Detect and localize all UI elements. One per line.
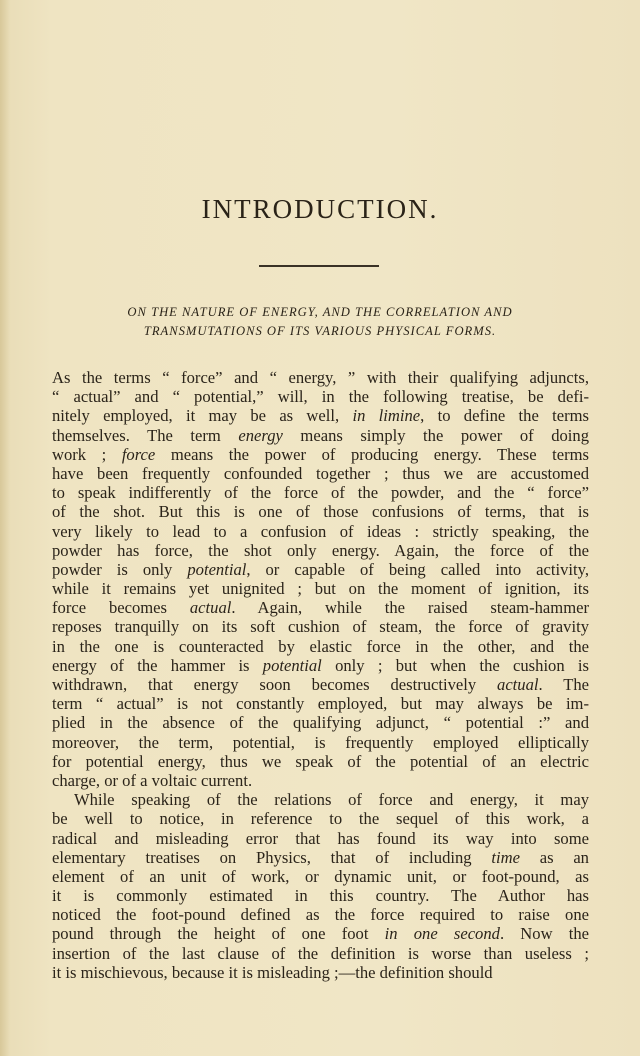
text-line: [52, 387, 589, 406]
text-line: [52, 560, 589, 579]
page-edge-shadow: [0, 0, 10, 1056]
text-run: plied in the absence of the qualifying adjunct, “ potential :” and: [52, 713, 589, 733]
text-line: [52, 426, 589, 445]
italic-term: potential: [262, 655, 322, 675]
text-run: “ actual” and “ potential,” will, in the following treatise, be defi-: [52, 387, 589, 407]
paragraph-2: [52, 790, 589, 982]
text-line: [52, 541, 589, 560]
text-line: [52, 886, 589, 905]
italic-term: in one second: [384, 924, 500, 944]
text-line: [52, 713, 589, 732]
text-run: be well to notice, in reference to the sequel of this work, a: [52, 809, 589, 829]
text-run: element of an unit of work, or dynamic unit, or foot-pound, as: [52, 866, 589, 886]
heading-rule: [259, 265, 379, 267]
text-run: elementary treatises on Physics, that of including: [52, 847, 492, 867]
text-run: moreover, the term, potential, is frequently employed elliptically: [52, 732, 589, 752]
subtitle-line: ON THE NATURE OF ENERGY, AND THE CORRELATION AND: [127, 305, 513, 319]
text-line: [52, 675, 589, 694]
text-line: [52, 944, 589, 963]
text-run: radical and misleading error that has found its way into some: [52, 828, 589, 848]
text-run: means simply the power of doing: [282, 425, 589, 445]
text-line: [52, 771, 589, 790]
italic-term: actual: [189, 598, 232, 618]
text-line: [52, 579, 589, 598]
italic-term: in limine: [352, 406, 421, 426]
text-line: [52, 464, 589, 483]
text-line: [52, 829, 589, 848]
text-line: [52, 368, 589, 387]
text-run: very likely to lead to a confusion of ideas : strictly speaking, the: [52, 521, 589, 541]
text-run: it is mischievous, because it is misleading ;—the definition should: [52, 962, 493, 982]
text-line: [52, 406, 589, 425]
text-run: to speak indifferently of the force of the powder, and the “ force”: [52, 483, 589, 503]
italic-term: potential: [187, 559, 247, 579]
text-run: energy of the hammer is: [52, 655, 263, 675]
text-run: While speaking of the relations of force and energy, it may: [74, 790, 589, 810]
text-run: . The: [538, 675, 589, 694]
text-run: . Now the: [499, 924, 589, 944]
text-run: , to define the terms: [420, 406, 589, 426]
text-line: [52, 522, 589, 541]
text-run: while it remains yet unignited ; but on the moment of ignition, its: [52, 579, 589, 599]
subtitle-line: TRANSMUTATIONS OF ITS VARIOUS PHYSICAL FORMS.: [143, 324, 497, 338]
text-run: themselves. The term: [52, 425, 239, 445]
text-run: powder has force, the shot only energy. Again, the force of the: [52, 540, 589, 560]
text-run: , or capable of being called into activity,: [246, 559, 589, 579]
text-line: [52, 694, 589, 713]
text-run: work ;: [52, 444, 122, 464]
text-run: it is commonly estimated in this country. The Author has: [52, 886, 589, 906]
text-run: reposes tranquilly on its soft cushion of steam, the force of gravity: [52, 617, 589, 637]
text-line: [52, 790, 589, 809]
section-subtitle: [40, 303, 600, 341]
text-run: for potential energy, thus we speak of the potential of an electric: [52, 751, 589, 771]
text-run: powder is only: [52, 559, 188, 579]
text-run: charge, or of a voltaic current.: [52, 770, 253, 790]
text-run: insertion of the last clause of the definition is worse than useless ;: [52, 943, 589, 963]
text-line: [52, 905, 589, 924]
text-run: term “ actual” is not constantly employed, but may always be im-: [52, 694, 589, 714]
text-line: [52, 752, 589, 771]
italic-term: time: [491, 847, 520, 867]
text-run: means the power of producing energy. These terms: [155, 444, 590, 464]
body-text: [52, 368, 589, 982]
text-line: [52, 445, 589, 464]
text-line: [52, 924, 589, 943]
text-run: As the terms “ force” and “ energy, ” with their qualifying adjuncts,: [52, 368, 589, 387]
text-run: as an: [519, 847, 589, 867]
text-run: pound through the height of one foot: [52, 924, 385, 944]
italic-term: energy: [238, 425, 283, 445]
chapter-heading: INTRODUCTION.: [201, 194, 439, 224]
text-line: [52, 656, 589, 675]
text-line: [52, 617, 589, 636]
italic-term: actual: [497, 675, 539, 694]
text-line: [52, 502, 589, 521]
text-line: [52, 598, 589, 617]
text-run: of the shot. But this is one of those confusions of terms, that is: [52, 502, 589, 522]
text-run: nitely employed, it may be as well,: [52, 406, 353, 426]
text-run: force becomes: [52, 598, 190, 618]
text-run: only ; but when the cushion is: [321, 655, 589, 675]
text-line: [52, 483, 589, 502]
text-line: [52, 963, 589, 982]
text-run: in the one is counteracted by elastic force in the other, and the: [52, 636, 589, 656]
text-line: [52, 867, 589, 886]
text-run: . Again, while the raised steam-hammer: [231, 598, 589, 618]
text-run: have been frequently confounded together ; thus we are accustomed: [52, 463, 589, 483]
text-run: withdrawn, that energy soon becomes destructively: [52, 675, 498, 694]
text-line: [52, 809, 589, 828]
text-line: [52, 637, 589, 656]
text-line: [52, 733, 589, 752]
text-run: noticed the foot-pound defined as the force required to raise one: [52, 905, 589, 925]
paragraph-1: [52, 368, 589, 790]
italic-term: force: [121, 444, 156, 464]
text-line: [52, 848, 589, 867]
